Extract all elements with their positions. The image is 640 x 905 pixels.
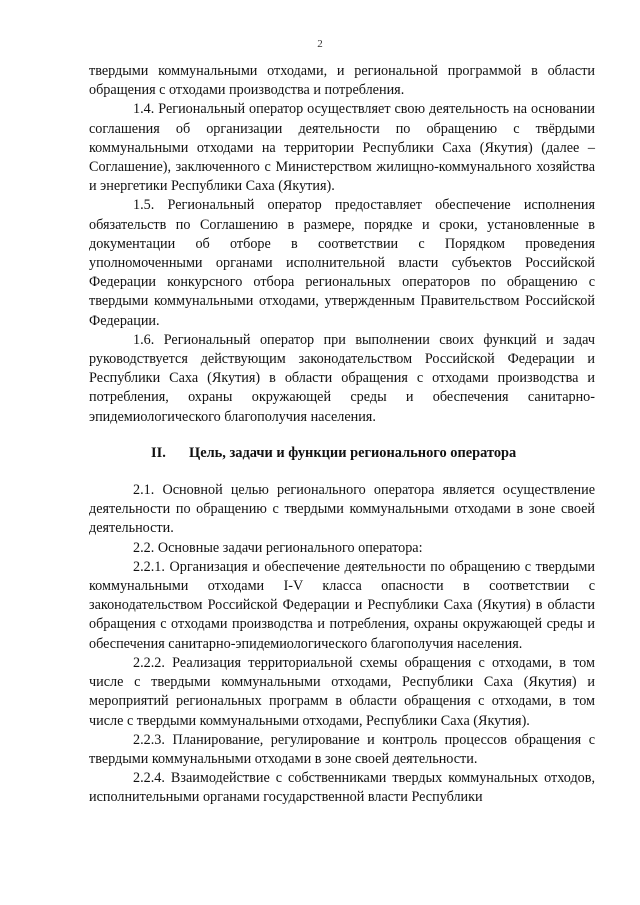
- paragraph-continuation: твердыми коммунальными отходами, и региональной программой в области обращения с отходами производства и потребления.: [89, 63, 595, 99]
- paragraph-1-4: 1.4. Региональный оператор осуществляет свою деятельность на основании соглашения об организации деятельности по обращению с твёрдыми коммунальными отходами на территории Республики Саха (Якутия) (далее – Соглашение), заключенного с Министерством жилищно-коммунального хозяйства и энергетики Республики Саха (Якутия).: [89, 101, 595, 195]
- section-title: Цель, задачи и функции регионального оператора: [189, 444, 517, 461]
- paragraph-2-2: 2.2. Основные задачи регионального оператора:: [133, 539, 423, 556]
- paragraph-2-2-1: 2.2.1. Организация и обеспечение деятельности по обращению с твердыми коммунальными отходами I-V класса опасности в соответствии с законодательством Российской Федерации и Республики Саха (Якутия) в области обращения с отходами производства и потребления, охраны окружающей среды и обеспечения санитарно-эпидемиологического благополучия населения.: [89, 558, 595, 652]
- paragraph-1-6: 1.6. Региональный оператор при выполнении своих функций и задач руководствуется действующим законодательством Российской Федерации и Республики Саха (Якутия) в области обращения с отходами производства и потребления, охраны окружающей среды и обеспечения санитарно-эпидемиологического благополучия населения.: [89, 331, 595, 425]
- paragraph-2-1: 2.1. Основной целью регионального оператора является осуществление деятельности по обращению с твердыми коммунальными отходами в зоне своей деятельности.: [89, 482, 595, 537]
- document-body: [89, 62, 595, 808]
- paragraph-2-2-4: 2.2.4. Взаимодействие с собственниками твердых коммунальных отходов, исполнительными органами государственной власти Республики: [89, 770, 595, 806]
- paragraph-2-2-2: 2.2.2. Реализация территориальной схемы обращения с отходами, в том числе с твердыми коммунальными отходами, Республики Саха (Якутия) и мероприятий региональных программ в области обращения с отходами, в том числе с твердыми коммунальными отходами, Республики Саха (Якутия).: [89, 654, 595, 729]
- paragraph-2-2-3: 2.2.3. Планирование, регулирование и контроль процессов обращения с твердыми коммунальными отходами в зоне своей деятельности.: [89, 731, 595, 767]
- section-number: II.: [151, 444, 166, 461]
- section-heading: [89, 444, 595, 463]
- paragraph-1-5: 1.5. Региональный оператор предоставляет обеспечение исполнения обязательств по Соглашению в размере, порядке и сроки, установленные в документации об отборе в соответствии с Порядком проведения уполномоченными органами исполнительной власти субъектов Российской Федерации конкурсного отбора региональных операторов по обращению с твердыми коммунальными отходами, утвержденным Правительством Российской Федерации.: [89, 197, 595, 329]
- page-number: 2: [317, 38, 323, 50]
